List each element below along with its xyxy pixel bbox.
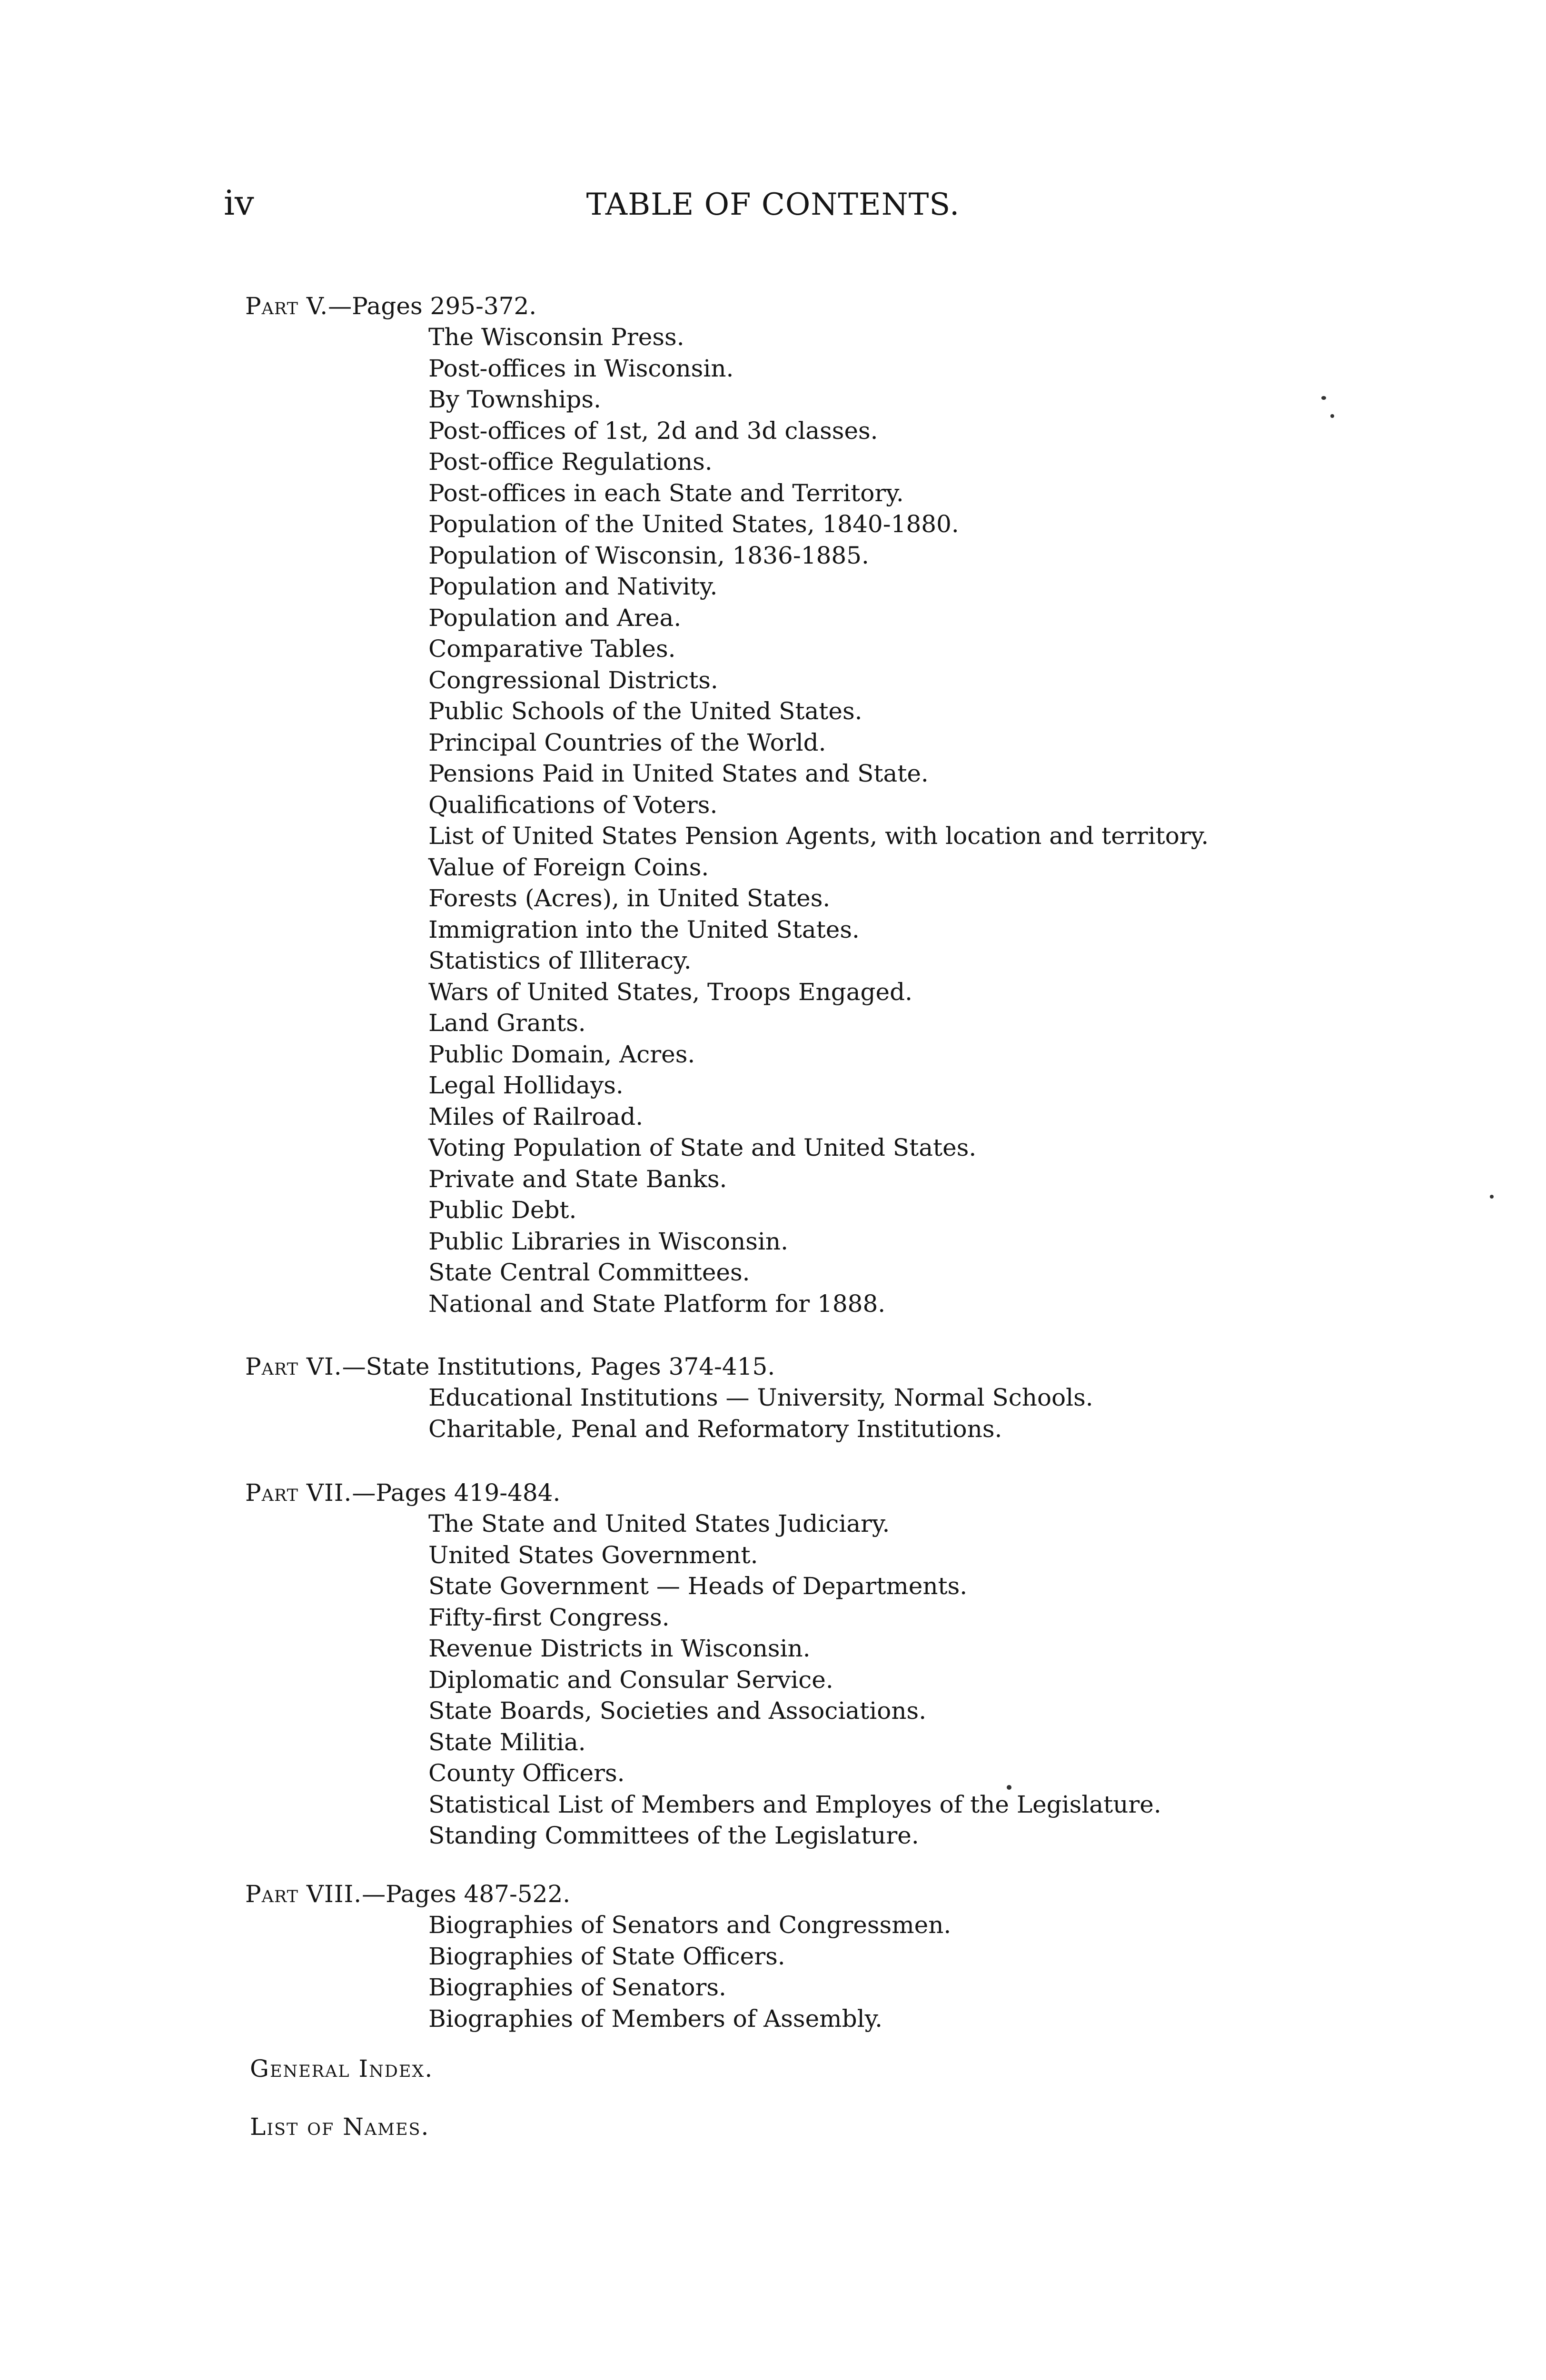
toc-entry: Post-office Regulations. (428, 448, 713, 476)
toc-entry: By Townships. (428, 386, 601, 413)
toc-entry: State Central Committees. (428, 1259, 750, 1286)
toc-entry: Population and Nativity. (428, 573, 718, 600)
toc-entry: Educational Institutions — University, Normal Schools. (428, 1384, 1093, 1411)
part-pages: Pages 419-484. (376, 1479, 561, 1507)
toc-entry: Biographies of Members of Assembly. (428, 2004, 883, 2033)
toc-entry: Value of Foreign Coins. (428, 853, 709, 881)
toc-entry: Legal Hollidays. (428, 1071, 624, 1099)
part-dash: — (328, 292, 352, 320)
toc-entry: Wars of United States, Troops Engaged. (428, 978, 913, 1006)
part-pages: Pages 295-372. (352, 292, 537, 320)
toc-entry: Land Grants. (428, 1009, 586, 1037)
scan-speck (1490, 1195, 1494, 1199)
part-label: Part VIII. (245, 1880, 362, 1908)
part-dash: — (352, 1479, 376, 1507)
part-vi-section (245, 1351, 1364, 1445)
toc-entry: State Boards, Societies and Associations. (428, 1697, 927, 1725)
part-pages: State Institutions, Pages 374-415. (366, 1353, 775, 1380)
toc-entry: County Officers. (428, 1759, 625, 1787)
toc-entry: Voting Population of State and United States. (428, 1134, 977, 1161)
part-heading (245, 1351, 1364, 1382)
part-vii-entries (245, 1508, 1364, 1852)
toc-entry: Statistical List of Members and Employes of the Legislature. (428, 1790, 1161, 1818)
part-vi-entries (245, 1382, 1364, 1445)
toc-entry: Pensions Paid in United States and State. (428, 760, 929, 787)
scan-speck (1321, 396, 1326, 400)
general-index: General Index. (250, 2055, 434, 2082)
toc-entry: Fifty-first Congress. (428, 1603, 670, 1631)
toc-entry: Post-offices of 1st, 2d and 3d classes. (428, 416, 878, 445)
toc-entry: State Government — Heads of Departments. (428, 1572, 968, 1600)
part-heading (245, 290, 1364, 322)
part-label: Part V. (245, 292, 328, 320)
toc-entry: Comparative Tables. (428, 635, 676, 663)
toc-entry: Biographies of Senators. (428, 1973, 726, 2001)
toc-entry: Population and Area. (428, 604, 682, 632)
part-viii-entries (245, 1910, 1364, 2034)
part-vii-section (245, 1477, 1364, 1852)
scan-speck (1330, 414, 1334, 418)
toc-entry: Post-offices in Wisconsin. (428, 354, 734, 382)
toc-entry: Miles of Railroad. (428, 1102, 644, 1130)
toc-entry: The Wisconsin Press. (428, 323, 684, 351)
part-dash: — (362, 1880, 386, 1908)
toc-entry: Standing Committees of the Legislature. (428, 1822, 919, 1849)
list-of-names: List of Names. (250, 2113, 430, 2141)
toc-entry: Post-offices in each State and Territory. (428, 479, 904, 507)
toc-entry: State Militia. (428, 1728, 586, 1756)
toc-entry: Private and State Banks. (428, 1165, 727, 1193)
part-viii-section (245, 1878, 1364, 2034)
toc-entry: Population of Wisconsin, 1836-1885. (428, 541, 869, 569)
toc-entry: Public Domain, Acres. (428, 1040, 695, 1068)
toc-entry: Forests (Acres), in United States. (428, 884, 831, 912)
toc-entry: Population of the United States, 1840-1880. (428, 510, 959, 538)
toc-entry: Revenue Districts in Wisconsin. (428, 1635, 811, 1662)
toc-entry: National and State Platform for 1888. (428, 1289, 886, 1318)
toc-entry: Biographies of State Officers. (428, 1942, 785, 1970)
toc-entry: Charitable, Penal and Reformatory Institutions. (428, 1415, 1002, 1443)
toc-entry: Public Schools of the United States. (428, 697, 862, 725)
toc-entry: United States Government. (428, 1541, 758, 1569)
toc-entry: Principal Countries of the World. (428, 728, 826, 756)
part-v-entries (245, 322, 1364, 1319)
part-heading (245, 1878, 1364, 1910)
toc-entry: List of United States Pension Agents, with location and territory. (428, 822, 1209, 850)
toc-entry: Public Debt. (428, 1196, 577, 1224)
part-heading (245, 1477, 1364, 1508)
toc-entry: Qualifications of Voters. (428, 791, 718, 819)
scan-speck (1007, 1785, 1011, 1790)
toc-entry: Congressional Districts. (428, 666, 718, 694)
toc-entry: The State and United States Judiciary. (428, 1510, 890, 1537)
toc-entry: Diplomatic and Consular Service. (428, 1666, 833, 1694)
toc-entry: Statistics of Illiteracy. (428, 947, 692, 974)
part-v-section (245, 290, 1364, 1319)
part-pages: Pages 487-522. (386, 1880, 571, 1908)
toc-entry: Biographies of Senators and Congressmen. (428, 1911, 951, 1939)
page-number: iv (224, 183, 254, 223)
part-label: Part VI. (245, 1353, 342, 1380)
part-label: Part VII. (245, 1479, 352, 1507)
toc-entry: Public Libraries in Wisconsin. (428, 1227, 788, 1255)
part-dash: — (342, 1353, 366, 1380)
running-title: TABLE OF CONTENTS. (586, 187, 960, 222)
toc-entry: Immigration into the United States. (428, 915, 860, 943)
